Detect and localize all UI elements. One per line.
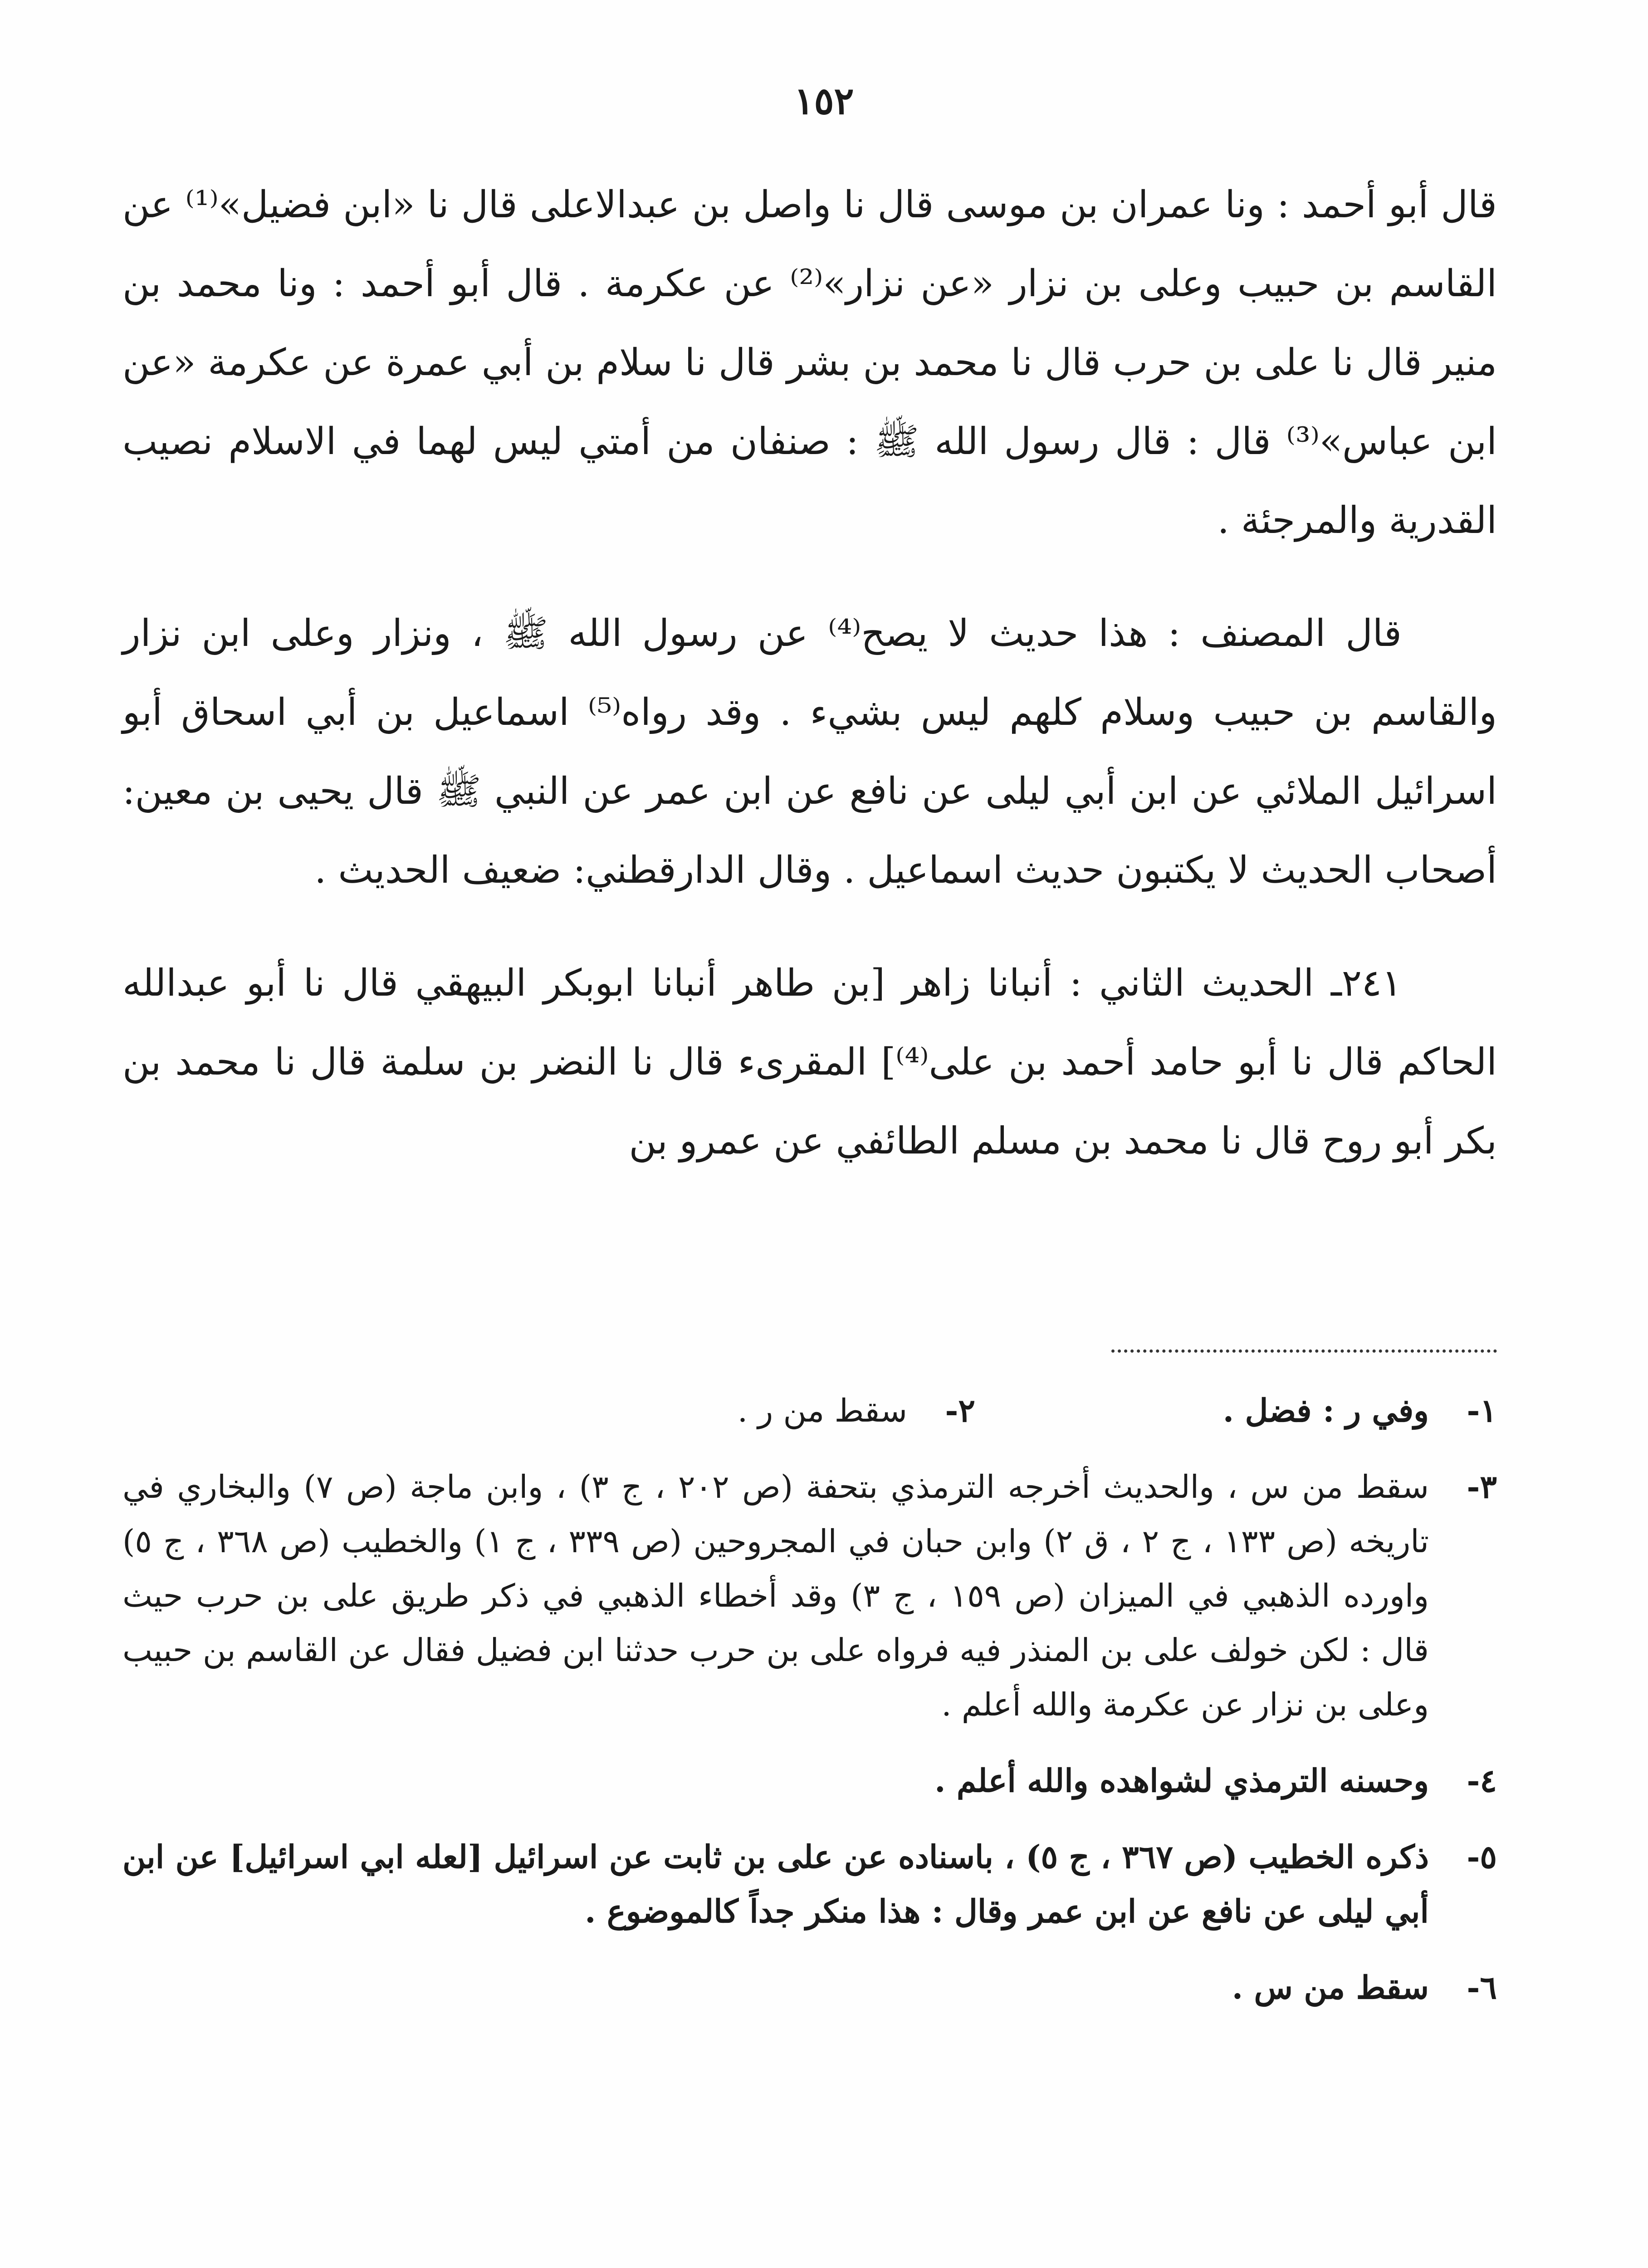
footnote-number: ٣-: [1467, 1468, 1497, 1505]
paragraph-hadith-241: ٢٤١ـ الحديث الثاني : أنبانا زاهر [بن طاهر أنبانا ابوبكر البيهقي قال نا أبو عبدالله الحاكم قال نا أبو حامد أحمد بن على⁽⁴⁾] المقرىء قال نا النضر بن سلمة قال نا محمد بن بكر أبو روح قال نا محمد بن مسلم الطائفي عن عمرو بن: [122, 962, 1497, 1163]
footnote-row-1-2: [122, 1383, 1497, 1438]
footnote-3: [122, 1460, 1497, 1732]
footnote-2: [454, 1383, 975, 1438]
footnote-1: [975, 1383, 1497, 1438]
page-number: ١٥٢: [794, 79, 854, 123]
footnote-number: ١-: [1467, 1392, 1497, 1429]
footnote-text: سقط من ر .: [737, 1392, 907, 1429]
footnote-number: ٥-: [1467, 1838, 1497, 1876]
footnote-number: ٢-: [945, 1392, 975, 1429]
footnote-text: سقط من س ، والحديث أخرجه الترمذي بتحفة (ص ٢٠٢ ، ج ٣) ، وابن ماجة (ص ٧) والبخاري في تاريخه (ص ١٣٣ ، ج ٢ ، ق ٢) وابن حبان في المجروحين (ص ٣٣٩ ، ج ١) والخطيب (ص ٣٦٨ ، ج ٥) واورده الذهبي في الميزان (ص ١٥٩ ، ج ٣) وقد أخطاء الذهبي في ذكر طريق على بن حرب حيث قال : لكن خولف على بن المنذر فيه فرواه على بن حرب حدثنا ابن فضيل فقال عن القاسم بن حبيب وعلى بن نزار عن عكرمة والله أعلم .: [122, 1468, 1429, 1723]
paragraph-hadith-chain: قال أبو أحمد : ونا عمران بن موسى قال نا واصل بن عبدالاعلى قال نا «ابن فضيل»⁽¹⁾ عن القاسم بن حبيب وعلى بن نزار «عن نزار»⁽²⁾ عن عكرمة . قال أبو أحمد : ونا محمد بن منير قال نا على بن حرب قال نا محمد بن بشر قال نا سلام بن أبي عمرة عن عكرمة «عن ابن عباس»⁽³⁾ قال : قال رسول الله ﷺ : صنفان من أمتي ليس لهما في الاسلام نصيب القدرية والمرجئة .: [122, 183, 1497, 542]
footnote-4: [122, 1754, 1497, 1808]
footnote-divider: [1111, 1349, 1497, 1353]
footnote-5: [122, 1830, 1497, 1939]
footnote-text: وحسنه الترمذي لشواهده والله أعلم .: [934, 1762, 1429, 1799]
main-text: [122, 166, 1497, 1181]
footnotes: [122, 1383, 1497, 2015]
paragraph-author-comment: قال المصنف : هذا حديث لا يصح⁽⁴⁾ عن رسول الله ﷺ ، ونزار وعلى ابن نزار والقاسم بن حبيب وسلام كلهم ليس بشيء . وقد رواه⁽⁵⁾ اسماعيل بن أبي اسحاق أبو اسرائيل الملائي عن ابن أبي ليلى عن نافع عن ابن عمر عن النبي ﷺ قال يحيى بن معين: أصحاب الحديث لا يكتبون حديث اسماعيل . وقال الدارقطني: ضعيف الحديث .: [122, 612, 1497, 892]
footnote-number: ٤-: [1467, 1762, 1497, 1799]
footnote-6: [122, 1960, 1497, 2015]
footnote-text: سقط من س .: [1232, 1969, 1429, 2006]
footnote-text: وفي ر : فضل .: [1223, 1392, 1429, 1429]
footnote-number: ٦-: [1467, 1969, 1497, 2006]
footnote-text: ذكره الخطيب (ص ٣٦٧ ، ج ٥) ، باسناده عن على بن ثابت عن اسرائيل [لعله ابي اسرائيل] عن ابن أبي ليلى عن نافع عن ابن عمر وقال : هذا منكر جداً كالموضوع .: [122, 1838, 1429, 1930]
